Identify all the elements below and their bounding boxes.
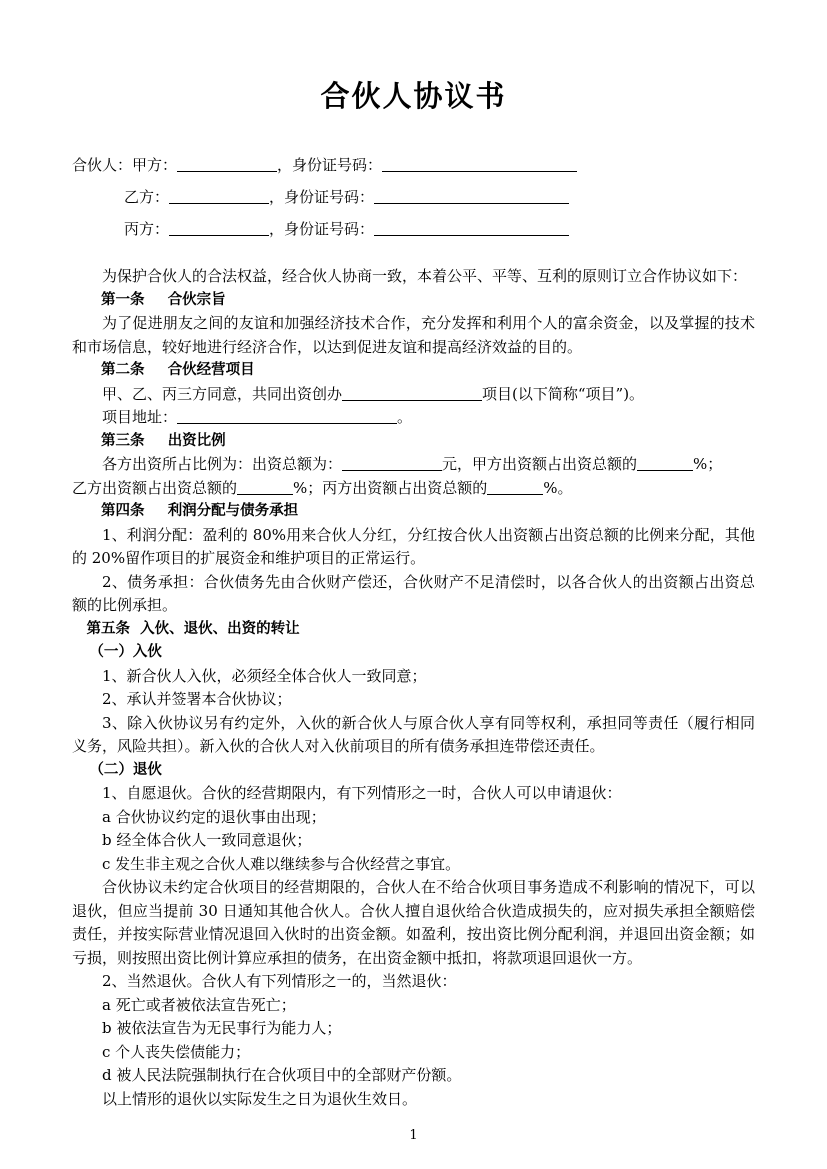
- section-5-sub-2-item-8: b 被依法宣告为无民事行为能力人；: [102, 1019, 342, 1037]
- section-5-sub-1-item-1: 1、新合伙人入伙，必须经全体合伙人一致同意；: [102, 666, 427, 685]
- section-3-line-1-b: 元，甲方出资额占出资总额的: [442, 455, 638, 473]
- section-5-sub-2-item-5: 合伙协议未约定合伙项目的经营期限的，合伙人在不给合伙项目事务造成不利影响的情况下，可以退伙，但应当提前 30 日通知其他合伙人。合伙人擅自退伙给合伙造成损失的，应对损失承担全额赔偿责任，并按实际营业情况退回入伙时的出资金额。如盈利，按出资比例分配利润，并退回出资金额；如亏损，则按照出资比例计算应承担的债务，在出资金额中抵扣，将款项退回退伙一方。: [72, 878, 755, 967]
- section-5-number: 第五条: [86, 620, 130, 637]
- party-id-label-1: ，身份证号码：: [277, 156, 383, 174]
- section-2-line-2-b: 。: [397, 408, 413, 426]
- party-id-blank-1[interactable]: [382, 156, 577, 172]
- preamble-paragraph: 为保护合伙人的合法权益，经合伙人协商一致，本着公平、平等、互利的原则订立合作协议如下：: [102, 267, 748, 285]
- party-c-ratio-blank[interactable]: [487, 479, 543, 495]
- section-5-sub-2-item-7: a 死亡或者被依法宣告死亡；: [102, 995, 296, 1014]
- section-2-title: 合伙经营项目: [167, 362, 255, 378]
- section-5-sub-2-item-11: 以上情形的退伙以实际发生之日为退伙生效日。: [102, 1089, 418, 1108]
- section-5-sub-1-item-2: 2、承认并签署本合伙协议；: [102, 690, 292, 708]
- party-id-label-3: ，身份证号码：: [269, 220, 375, 238]
- project-name-blank[interactable]: [342, 385, 482, 401]
- party-name-blank-3[interactable]: [169, 220, 269, 236]
- section-5-sub-2-heading: （二）退伙: [89, 761, 162, 778]
- section-1-heading: [72, 289, 755, 313]
- section-2-number: 第二条: [101, 362, 145, 378]
- section-2-line-1-a: 甲、乙、丙三方同意，共同出资创办: [102, 384, 343, 403]
- party-label-1: 合伙人：甲方：: [72, 156, 178, 174]
- section-5-sub-2-item-10: d 被人民法院强制执行在合伙项目中的全部财产份额。: [102, 1066, 462, 1084]
- section-3-line-2-a: 乙方出资额占出资总额的: [72, 478, 238, 497]
- party-id-label-2: ，身份证号码：: [269, 188, 375, 206]
- section-3-line-1-c: %；: [693, 455, 723, 473]
- section-4-title: 利润分配与债务承担: [167, 503, 299, 519]
- party-row-3: [72, 213, 755, 245]
- section-2-line-1-b: 项目(以下简称“项目”)。: [482, 384, 645, 403]
- party-row-2: [72, 181, 755, 213]
- section-4-paragraph-1: 1、利润分配：盈利的 80%用来合伙人分红，分红按合伙人出资额占出资总额的比例来分配，其他的 20%留作项目的扩展资金和维护项目的正常运行。: [72, 525, 755, 567]
- party-row-1: [72, 149, 755, 181]
- party-name-blank-2[interactable]: [169, 188, 269, 204]
- section-4-paragraph-2: 2、债务承担：合伙债务先由合伙财产偿还，合伙财产不足清偿时，以各合伙人的出资额占出资总额的比例承担。: [72, 572, 755, 614]
- section-3-line-1-a: 各方出资所占比例为：出资总额为：: [102, 455, 343, 473]
- party-name-blank-1[interactable]: [177, 156, 277, 172]
- parties-block: [72, 149, 755, 245]
- party-label-2: 乙方：: [124, 188, 170, 206]
- page-title: 合伙人协议书: [320, 79, 507, 113]
- section-5-sub-2-item-2: a 合伙协议约定的退伙事由出现；: [102, 807, 326, 826]
- section-2-line-2-a: 项目地址：: [102, 408, 178, 426]
- section-3-line-2-c: %。: [543, 478, 573, 497]
- section-1-title: 合伙宗旨: [167, 291, 226, 308]
- section-3-line-2: [72, 477, 755, 501]
- section-5-sub-1-heading: （一）入伙: [89, 644, 162, 660]
- section-1-paragraph-1: 为了促进朋友之间的友谊和加强经济技术合作，充分发挥和利用个人的富余资金，以及掌握的技术和市场信息，较好地进行经济合作，以达到促进友谊和提高经济效益的目的。: [72, 314, 755, 356]
- section-5-heading: [72, 618, 755, 642]
- section-3-title: 出资比例: [167, 432, 226, 449]
- section-2-heading: [72, 359, 755, 383]
- section-3-number: 第三条: [101, 432, 145, 449]
- project-address-blank[interactable]: [177, 408, 397, 424]
- party-id-blank-2[interactable]: [374, 188, 569, 204]
- section-5-sub-2-item-6: 2、当然退伙。合伙人有下列情形之一的，当然退伙：: [102, 972, 457, 990]
- party-b-ratio-blank[interactable]: [237, 479, 293, 495]
- page-number: 1: [409, 1128, 418, 1143]
- section-5-sub-2-item-3: b 经全体合伙人一致同意退伙；: [102, 831, 312, 849]
- section-2-line-1: [72, 383, 755, 407]
- section-1-number: 第一条: [101, 291, 145, 308]
- section-4-heading: [72, 500, 755, 524]
- section-5-sub-2-item-4: c 发生非主观之合伙人难以继续参与合伙经营之事宜。: [102, 854, 461, 873]
- section-5-sub-2-item-9: c 个人丧失偿债能力；: [102, 1042, 251, 1061]
- document-body: [72, 265, 755, 1111]
- party-a-ratio-blank[interactable]: [637, 455, 693, 471]
- party-label-3: 丙方：: [124, 220, 170, 238]
- section-3-line-2-b: %；丙方出资额占出资总额的: [293, 478, 488, 497]
- section-3-heading: [72, 430, 755, 454]
- section-4-number: 第四条: [101, 503, 145, 519]
- section-5-sub-1-item-3: 3、除入伙协议另有约定外，入伙的新合伙人与原合伙人享有同等权利，承担同等责任（履行相同义务，风险共担）。新入伙的合伙人对入伙前项目的所有债务承担连带偿还责任。: [72, 713, 755, 755]
- section-2-line-2: [72, 406, 755, 430]
- section-5-sub-2-item-1: 1、自愿退伙。合伙的经营期限内，有下列情形之一时，合伙人可以申请退伙：: [102, 784, 622, 802]
- section-3-line-1: [72, 453, 755, 477]
- section-5-title: 入伙、退伙、出资的转让: [140, 620, 300, 637]
- total-capital-blank[interactable]: [342, 455, 442, 471]
- party-id-blank-3[interactable]: [374, 220, 569, 236]
